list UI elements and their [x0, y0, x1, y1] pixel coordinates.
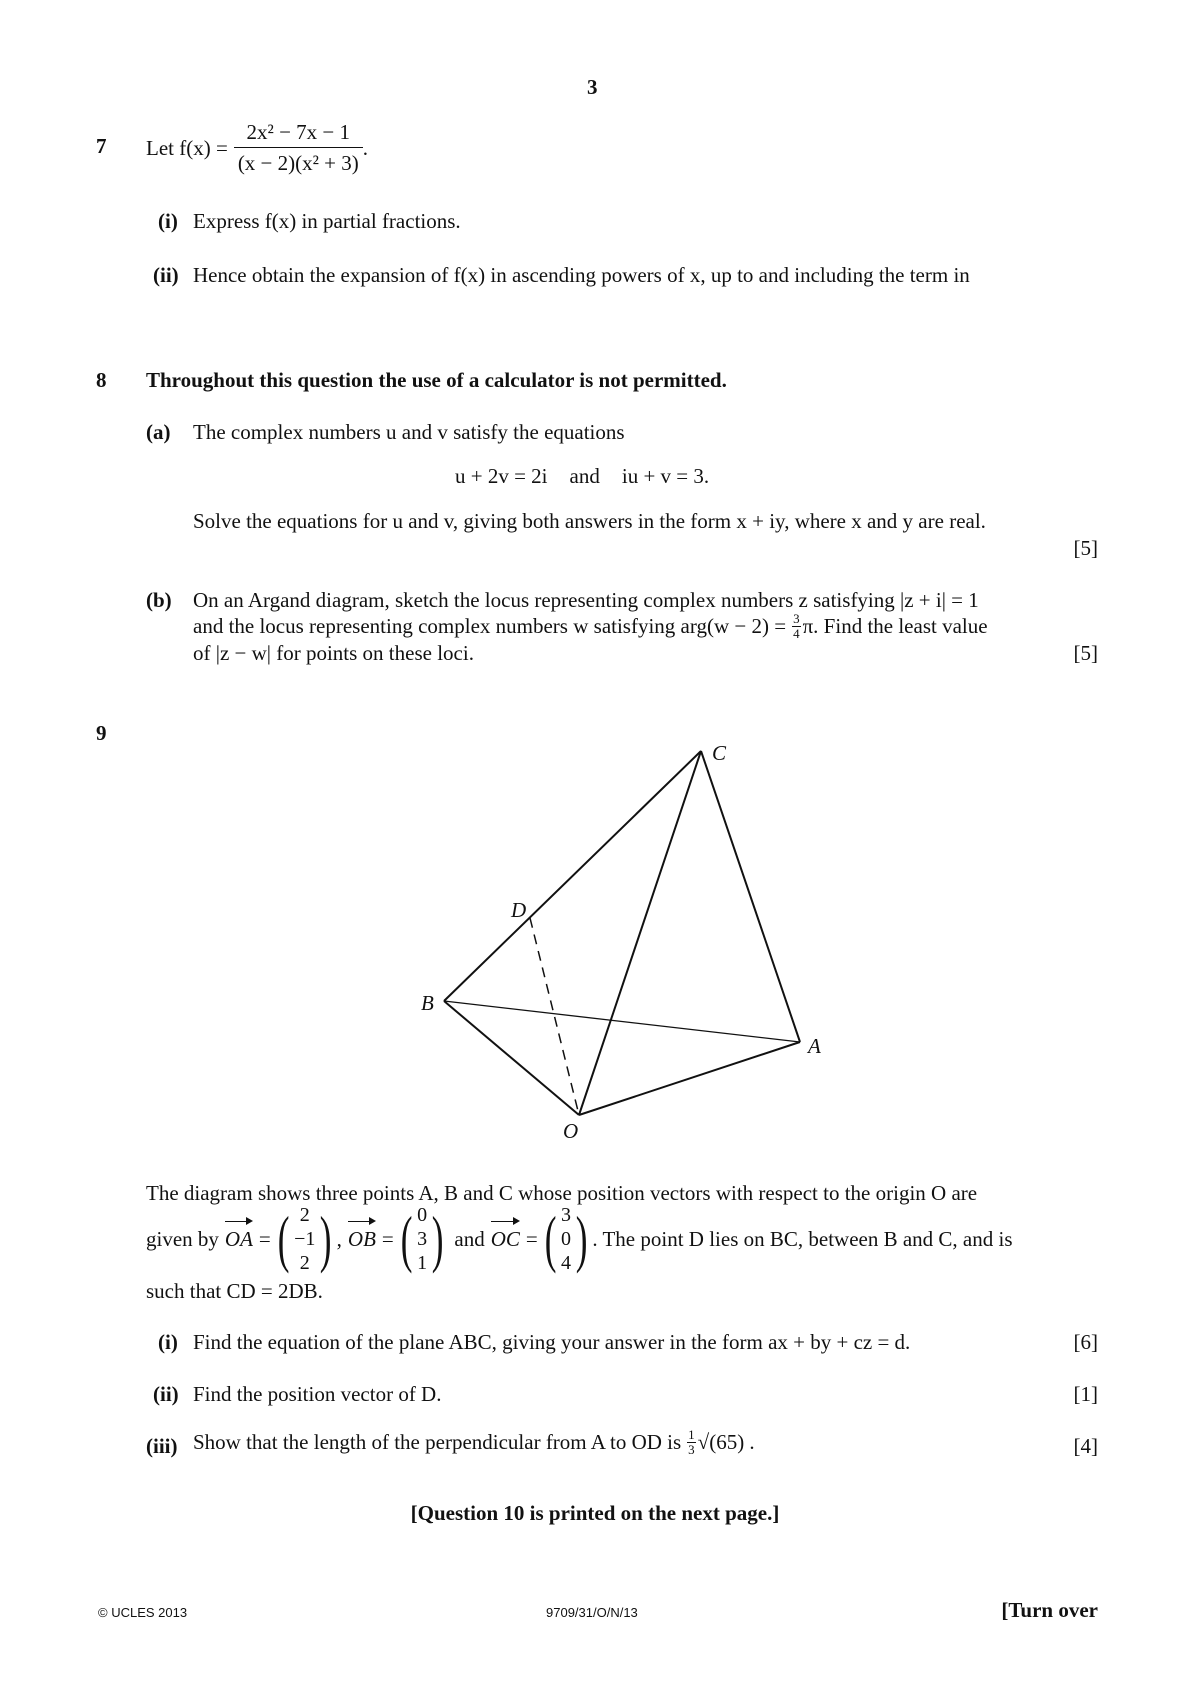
label-c: C	[712, 741, 727, 765]
question-7-number: 7	[96, 134, 107, 158]
vector-oa-symbol: OA	[224, 1226, 253, 1251]
q8-b-line2-end: π. Find the least value	[802, 614, 988, 639]
oc-component-3: 4	[561, 1252, 572, 1274]
q9-part-i-marks: [6]	[1073, 1330, 1098, 1354]
footer-copyright: © UCLES 2013	[98, 1605, 188, 1620]
oa-component-2: −1	[294, 1228, 316, 1250]
q7-part-ii-label: (ii)	[153, 263, 179, 287]
ob-component-2: 3	[417, 1228, 428, 1250]
q9-part-iii-line	[193, 1428, 755, 1456]
q9-iii-fraction	[687, 1428, 696, 1456]
q9-part-ii-label: (ii)	[153, 1382, 179, 1406]
vector-ob-column: ( 0 3 1 )	[400, 1203, 444, 1274]
q8-equation-and: and	[569, 464, 600, 488]
edge-oa	[579, 1042, 800, 1115]
q8-part-b-line3: of |z − w| for points on these loci.	[193, 641, 474, 665]
question-8-number: 8	[96, 368, 107, 392]
q8-part-a-marks: [5]	[1073, 536, 1098, 560]
q9-vectors-line	[146, 1203, 1013, 1275]
q7-let-text: Let f(x) =	[146, 135, 228, 160]
q8-equation-1: u + 2v = 2i	[455, 464, 548, 488]
q8-heading: Throughout this question the use of a calculator is not permitted.	[146, 368, 727, 392]
q9-after-vectors: . The point D lies on BC, between B and C, and is	[592, 1226, 1013, 1251]
vector-oc-column: ( 3 0 4 )	[544, 1203, 588, 1274]
q8-part-b-label: (b)	[146, 588, 172, 612]
q8-equation-2: iu + v = 3.	[621, 464, 710, 488]
q7-part-i-text: Express f(x) in partial fractions.	[193, 209, 461, 233]
oc-component-2: 0	[561, 1228, 572, 1250]
ob-component-1: 0	[417, 1204, 428, 1226]
q9-eq-2: =	[381, 1226, 394, 1251]
q9-part-iii-marks: [4]	[1073, 1434, 1098, 1458]
q9-part-ii-marks: [1]	[1073, 1382, 1098, 1406]
q9-such-that: such that CD = 2DB.	[146, 1279, 323, 1303]
q9-part-i-label: (i)	[158, 1330, 178, 1354]
q9-and: and	[454, 1226, 485, 1251]
q9-part-ii-text: Find the position vector of D.	[193, 1382, 442, 1406]
q9-given-by: given by	[146, 1226, 219, 1251]
q9-eq-1: =	[258, 1226, 271, 1251]
q7-denominator: (x − 2)(x² + 3)	[237, 151, 359, 176]
q9-eq-3: =	[525, 1226, 538, 1251]
edge-ba	[444, 1001, 800, 1042]
page-number: 3	[587, 75, 598, 99]
oc-component-1: 3	[561, 1204, 572, 1226]
edge-co	[579, 751, 701, 1115]
q8-part-b-marks: [5]	[1073, 641, 1098, 665]
q9-part-i-text: Find the equation of the plane ABC, giving your answer in the form ax + by + cz = d.	[193, 1330, 911, 1354]
q7-period: .	[362, 135, 369, 160]
q9-comma: ,	[336, 1226, 342, 1251]
question-9-number: 9	[96, 721, 107, 745]
q9-iii-fraction-den: 3	[688, 1441, 695, 1457]
q7-part-i-label: (i)	[158, 209, 178, 233]
q9-part-iii-label: (iii)	[146, 1434, 178, 1458]
label-b: B	[421, 991, 434, 1015]
label-o: O	[563, 1119, 579, 1143]
next-page-note: [Question 10 is printed on the next page.]	[410, 1501, 780, 1525]
footer-turn-over: [Turn over	[1001, 1598, 1098, 1622]
q8-part-b-line1: On an Argand diagram, sketch the locus representing complex numbers z satisfying |z + i| = 1	[193, 588, 979, 612]
q9-intro-line1: The diagram shows three points A, B and C whose position vectors with respect to the origin O are	[146, 1181, 978, 1205]
q9-part-iii-text: Show that the length of the perpendicular from A to OD is	[193, 1430, 682, 1455]
q7-part-ii-text: Hence obtain the expansion of f(x) in ascending powers of x, up to and including the term in	[193, 263, 970, 287]
label-a: A	[808, 1034, 821, 1058]
vector-ob-symbol: OB	[347, 1226, 376, 1251]
oa-component-1: 2	[299, 1204, 310, 1226]
q8-b-fraction-den: 4	[793, 625, 800, 641]
edge-ca	[701, 751, 800, 1042]
oa-component-3: 2	[299, 1252, 310, 1274]
edge-bo	[444, 1001, 579, 1115]
q8-part-a-solve: Solve the equations for u and v, giving both answers in the form x + iy, where x and y are real.	[193, 509, 986, 533]
edge-do-dashed	[530, 918, 579, 1115]
q9-iii-root: √(65) .	[697, 1430, 755, 1455]
ob-component-3: 1	[417, 1252, 428, 1274]
vector-oa-column: ( 2 −1 2 )	[277, 1203, 332, 1274]
q9-iii-fraction-num: 1	[688, 1427, 695, 1442]
q8-b-fraction-num: 3	[793, 611, 800, 626]
q8-b-line2-start: and the locus representing complex numbers w satisfying arg(w − 2) =	[193, 614, 787, 639]
q7-numerator: 2x² − 7x − 1	[234, 119, 363, 148]
q8-part-a-label: (a)	[146, 420, 171, 444]
vector-oc-symbol: OC	[490, 1226, 520, 1251]
q8-part-a-text: The complex numbers u and v satisfy the equations	[193, 420, 625, 444]
footer-paper-code: 9709/31/O/N/13	[546, 1605, 638, 1620]
label-d: D	[511, 898, 527, 922]
edge-bc	[444, 751, 701, 1001]
